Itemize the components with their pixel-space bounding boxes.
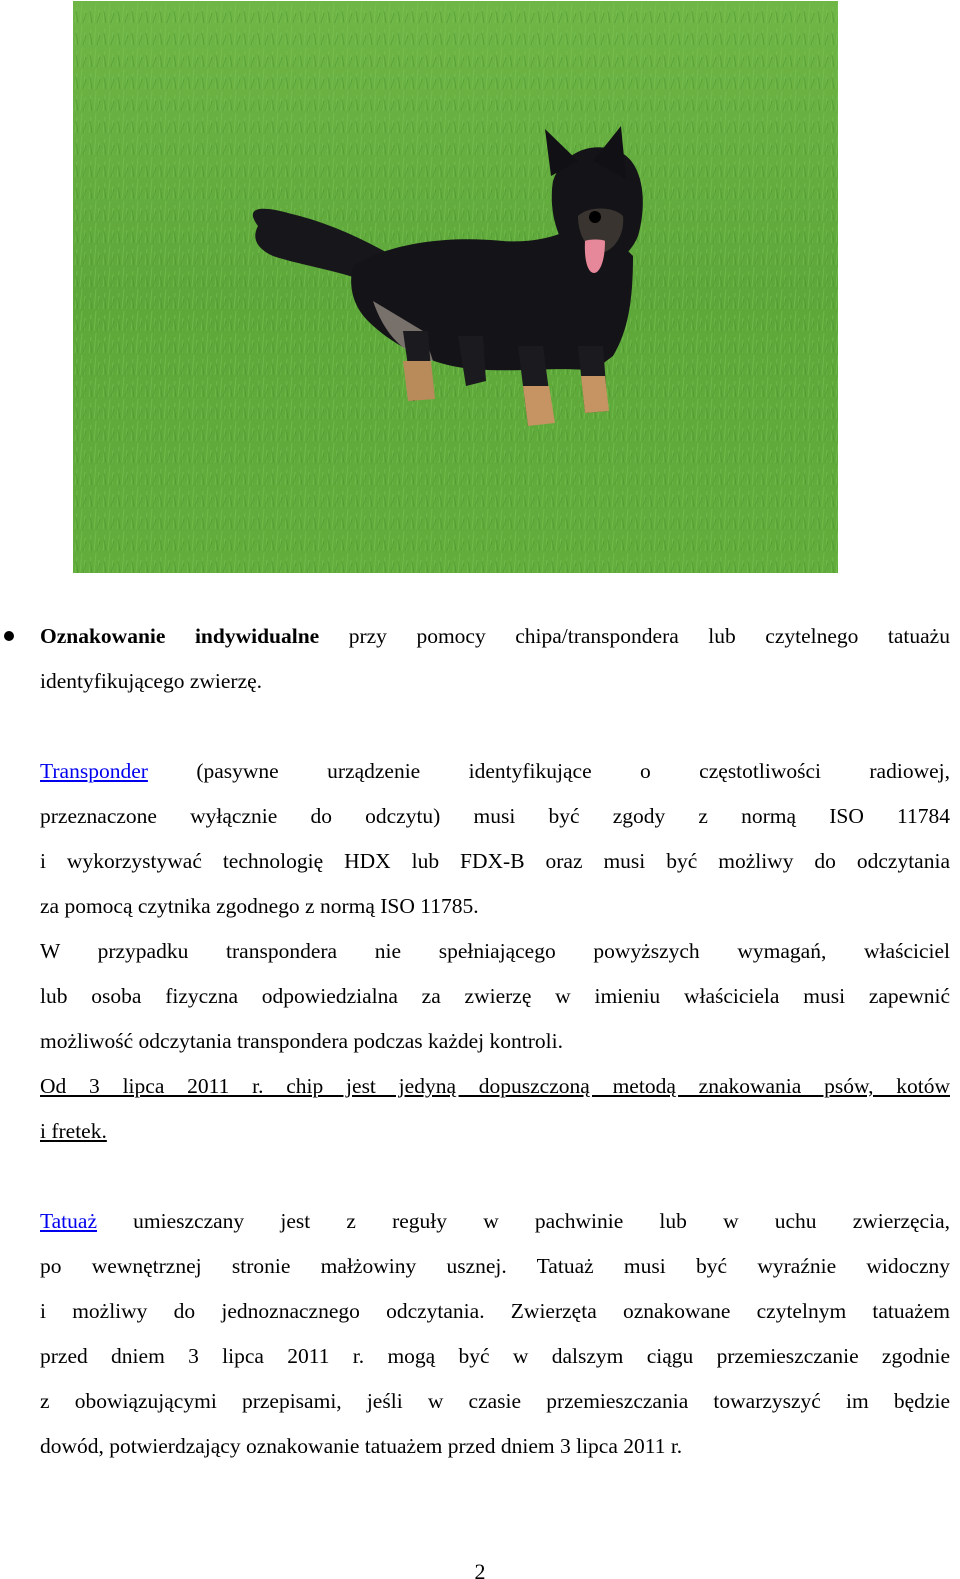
transponder-line-2: przeznaczone wyłącznie do odczytu) musi być zgody z normą ISO 11784 <box>40 804 950 828</box>
bullet-marker <box>4 631 14 641</box>
chip-note-line-2: i fretek. <box>40 1119 107 1143</box>
tattoo-line-3: i możliwy do jednoznacznego odczytania. Zwierzęta oznakowane czytelnym tatuażem <box>40 1299 950 1323</box>
tattoo-line-6: dowód, potwierdzający oznakowanie tatuażem przed dniem 3 lipca 2011 r. <box>40 1434 683 1458</box>
transponder-paragraph <box>40 749 950 1154</box>
chip-note-line-1: Od 3 lipca 2011 r. chip jest jedyną dopuszczoną metodą znakowania psów, kotów <box>40 1074 950 1098</box>
tattoo-line-5: z obowiązującymi przepisami, jeśli w czasie przemieszczania towarzyszyć im będzie <box>40 1389 950 1413</box>
dog-photo <box>73 1 838 573</box>
case-line-2: lub osoba fizyczna odpowiedzialna za zwierzę w imieniu właściciela musi zapewnić <box>40 984 950 1008</box>
bullet-line-2: identyfikującego zwierzę. <box>40 669 263 693</box>
bullet-paragraph <box>40 614 950 704</box>
tattoo-line-1: Tatuaż umieszczany jest z reguły w pachwinie lub w uchu zwierzęcia, <box>40 1209 950 1233</box>
case-line-3: możliwość odczytania transpondera podczas każdej kontroli. <box>40 1029 563 1053</box>
page-number: 2 <box>474 1564 486 1579</box>
transponder-line-3: i wykorzystywać technologię HDX lub FDX-B oraz musi być możliwy do odczytania <box>40 849 950 873</box>
transponder-line-4: za pomocą czytnika zgodnego z normą ISO 11785. <box>40 894 479 918</box>
bullet-line-1: Oznakowanie indywidualne przy pomocy chipa/transpondera lub czytelnego tatuażu <box>40 624 950 648</box>
case-line-1: W przypadku transpondera nie spełniającego powyższych wymagań, właściciel <box>40 939 950 963</box>
bullet-bold-heading: Oznakowanie indywidualne <box>40 624 320 648</box>
transponder-line-1: Transponder (pasywne urządzenie identyfikujące o częstotliwości radiowej, <box>40 759 950 783</box>
tattoo-link[interactable]: Tatuaż <box>40 1209 97 1233</box>
transponder-link[interactable]: Transponder <box>40 759 148 783</box>
tattoo-line-2: po wewnętrznej stronie małżowiny usznej. Tatuaż musi być wyraźnie widoczny <box>40 1254 950 1278</box>
tattoo-paragraph <box>40 1199 950 1469</box>
tattoo-line-4: przed dniem 3 lipca 2011 r. mogą być w dalszym ciągu przemieszczanie zgodnie <box>40 1344 950 1368</box>
